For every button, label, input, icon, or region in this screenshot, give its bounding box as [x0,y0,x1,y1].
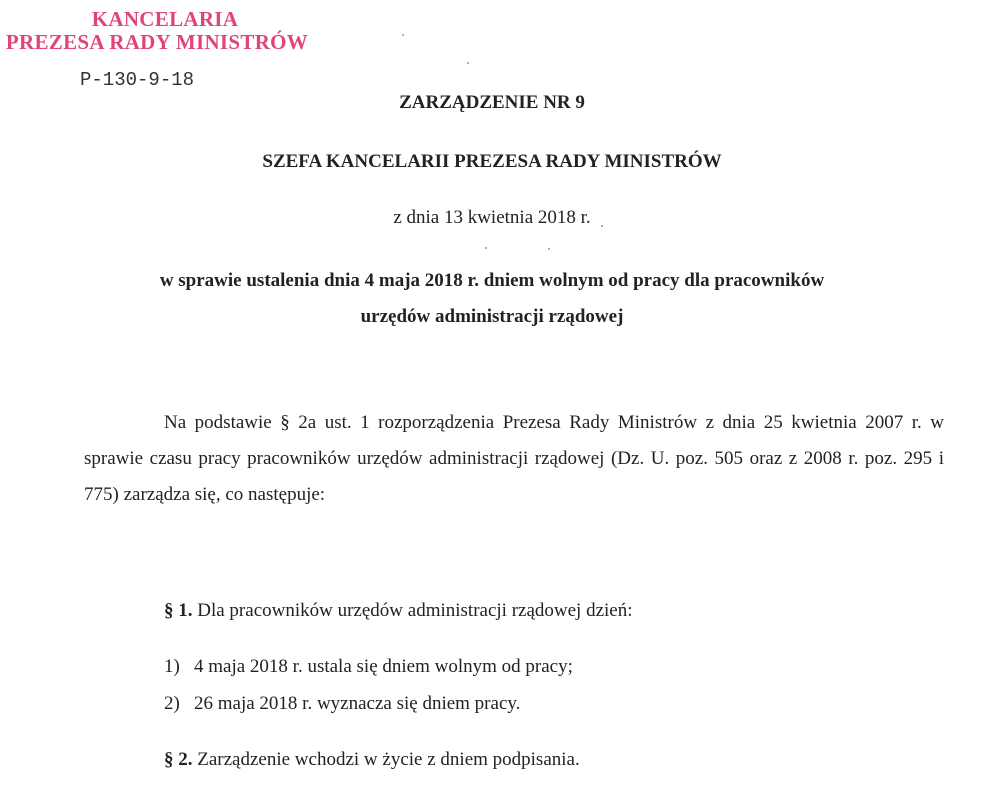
section-2 [164,749,580,771]
document-date: z dnia 13 kwietnia 2018 r. [393,207,591,228]
section-1 [164,600,633,622]
document-subtitle: SZEFA KANCELARII PREZESA RADY MINISTRÓW [262,151,722,172]
section-1-label: § 1. [164,600,193,621]
scan-speck [548,248,550,250]
document-subject [0,263,984,335]
list-item-text: 4 maja 2018 r. ustala się dniem wolnym od pracy; [194,656,573,677]
section-2-label: § 2. [164,749,193,770]
scan-speck [601,225,603,227]
stamp-line-2: PREZESA RADY MINISTRÓW [5,30,309,54]
scan-speck [485,247,487,249]
reference-number: P-130-9-18 [80,69,195,91]
office-stamp [0,8,330,54]
subject-line-2: urzędów administracji rządowej [360,306,624,327]
scan-speck [402,34,404,36]
list-item-number: 2) [164,693,180,714]
section-1-text: Dla pracowników urzędów administracji rządowej dzień: [192,600,633,621]
stamp-line-1: KANCELARIA [91,7,239,31]
section-2-text: Zarządzenie wchodzi w życie z dniem podpisania. [192,749,580,770]
list-item-text: 26 maja 2018 r. wyznacza się dniem pracy. [194,693,521,714]
list-item-number: 1) [164,656,180,677]
scan-speck [467,62,469,64]
list-item [164,693,520,715]
subject-line-1: w sprawie ustalenia dnia 4 maja 2018 r. dniem wolnym od pracy dla pracowników [159,270,825,291]
preamble-paragraph: Na podstawie § 2a ust. 1 rozporządzenia Prezesa Rady Ministrów z dnia 25 kwietnia 2007 r. w sprawie czasu pracy pracowników urzędów administracji rządowej (Dz. U. poz. 505 oraz z 2008 r. poz. 295 i 775) zarządza się, co następuje: [84,412,944,505]
list-item [164,656,573,678]
document-title: ZARZĄDZENIE NR 9 [399,92,585,113]
